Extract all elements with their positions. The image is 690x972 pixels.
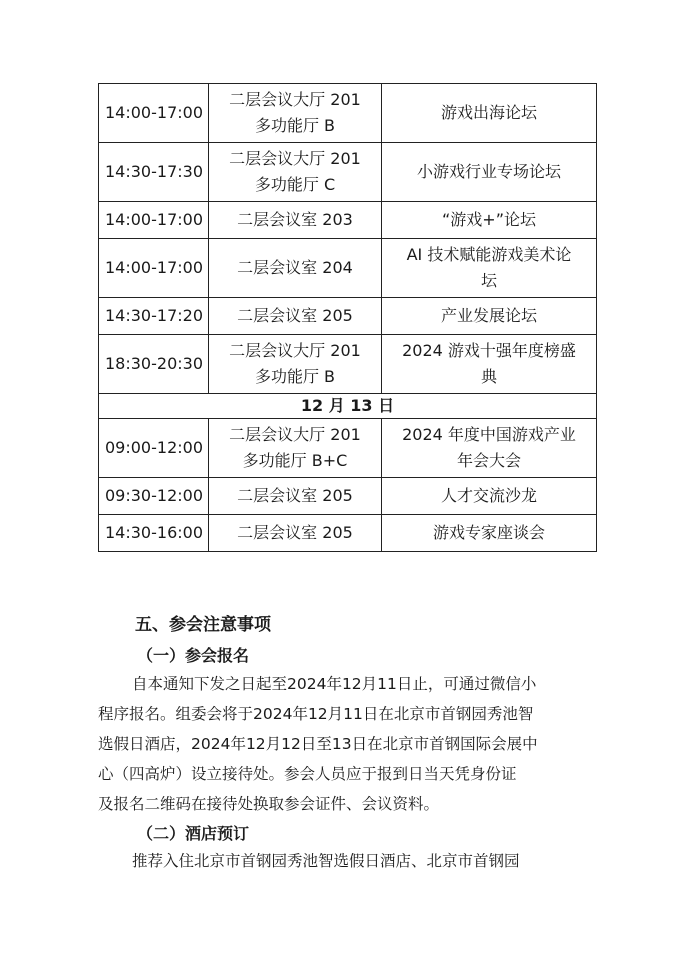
time-cell: 14:00-17:00 [99,202,209,239]
hotel-paragraph [98,846,596,876]
event-cell: 人才交流沙龙 [382,478,597,515]
event-cell: 游戏出海论坛 [382,84,597,143]
event-cell: 2024 年度中国游戏产业 年会大会 [382,419,597,478]
venue-cell: 二层会议大厅 201 多功能厅 C [209,143,382,202]
time-cell: 09:00-12:00 [99,419,209,478]
venue-cell: 二层会议室 205 [209,515,382,552]
subsection-title-hotel: （二）酒店预订 [137,824,250,843]
table-row [99,84,597,143]
paragraph-line: 及报名二维码在接待处换取参会证件、会议资料。 [98,795,440,813]
event-cell: 游戏专家座谈会 [382,515,597,552]
subsection-title-registration: （一）参会报名 [137,646,250,665]
table-row [99,202,597,239]
table-row [99,419,597,478]
venue-cell: 二层会议室 205 [209,298,382,335]
time-cell: 14:30-17:20 [99,298,209,335]
venue-cell: 二层会议室 203 [209,202,382,239]
date-header-row [99,394,597,419]
event-cell: 产业发展论坛 [382,298,597,335]
paragraph-line: 程序报名。组委会将于2024年12月11日在北京市首钢园秀池智 [98,705,534,723]
table-row [99,239,597,298]
table-row [99,515,597,552]
table-row [99,335,597,394]
table-row [99,298,597,335]
section-title: 五、参会注意事项 [135,615,271,635]
date-header: 12 月 13 日 [99,394,597,419]
paragraph-line: 心（四高炉）设立接待处。参会人员应于报到日当天凭身份证 [98,765,517,783]
time-cell: 14:00-17:00 [99,84,209,143]
event-cell: 2024 游戏十强年度榜盛 典 [382,335,597,394]
event-cell: “游戏+”论坛 [382,202,597,239]
table-row [99,478,597,515]
time-cell: 14:00-17:00 [99,239,209,298]
time-cell: 14:30-17:30 [99,143,209,202]
time-cell: 09:30-12:00 [99,478,209,515]
time-cell: 14:30-16:00 [99,515,209,552]
venue-cell: 二层会议室 205 [209,478,382,515]
registration-paragraph [98,669,596,819]
schedule-table [98,83,597,552]
event-cell: AI 技术赋能游戏美术论 坛 [382,239,597,298]
paragraph-line: 推荐入住北京市首钢园秀池智选假日酒店、北京市首钢园 [132,852,520,870]
time-cell: 18:30-20:30 [99,335,209,394]
table-row [99,143,597,202]
venue-cell: 二层会议大厅 201 多功能厅 B [209,84,382,143]
event-cell: 小游戏行业专场论坛 [382,143,597,202]
paragraph-line: 选假日酒店，2024年12月12日至13日在北京市首钢国际会展中 [98,735,538,753]
venue-cell: 二层会议室 204 [209,239,382,298]
venue-cell: 二层会议大厅 201 多功能厅 B+C [209,419,382,478]
venue-cell: 二层会议大厅 201 多功能厅 B [209,335,382,394]
paragraph-line: 自本通知下发之日起至2024年12月11日止，可通过微信小 [132,675,537,693]
